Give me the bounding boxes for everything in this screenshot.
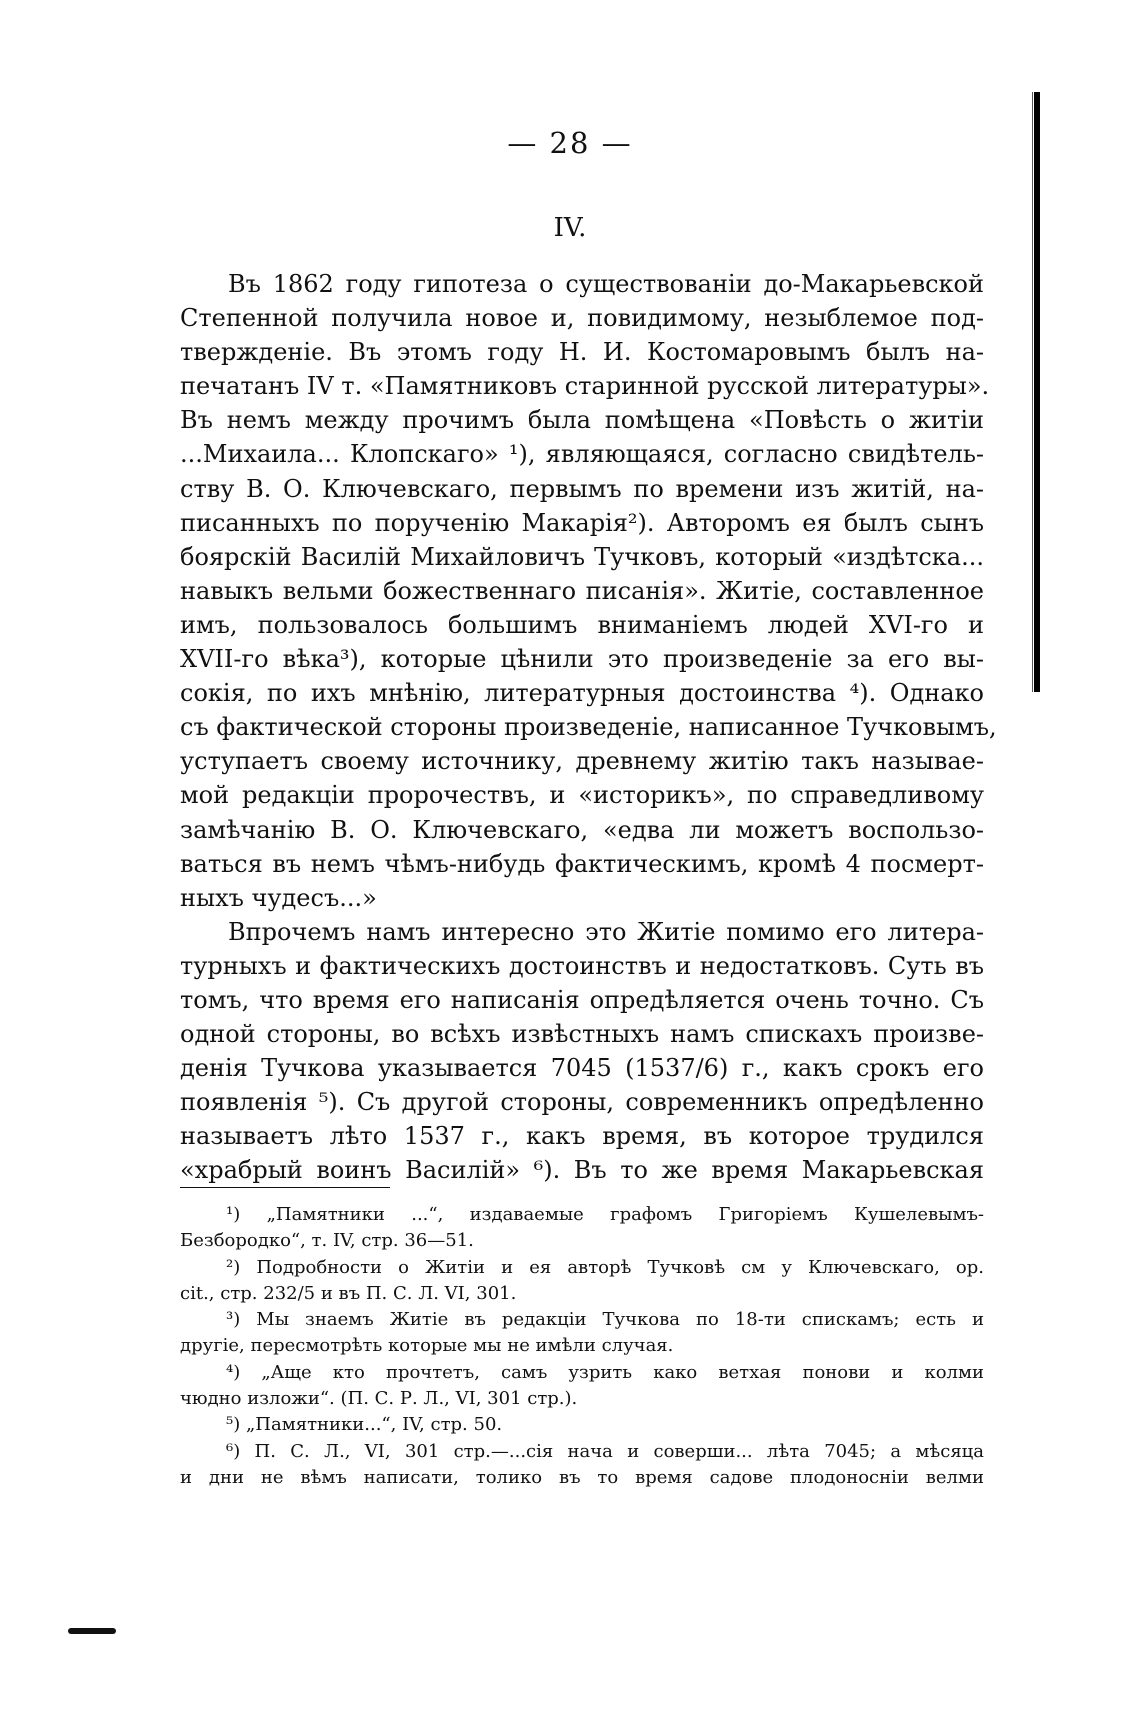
body-line: турныхъ и фактическихъ достоинствъ и недостатковъ. Суть въ xyxy=(180,951,984,980)
body-line: Впрочемъ намъ интересно это Житіе помимо его литера- xyxy=(228,917,984,946)
body-line: замѣчанію В. О. Ключевскаго, «едва ли можетъ воспользо- xyxy=(180,815,984,844)
body-line: Степенной получила новое и, повидимому, незыблемое под- xyxy=(180,304,984,333)
body-line: томъ, что время его написанія опредѣляется очень точно. Съ xyxy=(180,985,984,1014)
footnote-line: ³) Мы знаемъ Житіе въ редакціи Тучкова по 18-ти спискамъ; есть и xyxy=(226,1309,984,1331)
footnote-line: и дни не вѣмъ написати, толико въ то время садове плодоносніи велми xyxy=(180,1466,984,1488)
body-line: сокія, по ихъ мнѣнію, литературныя достоинства ⁴). Однако xyxy=(180,679,984,708)
page-number: — 28 — xyxy=(507,126,633,160)
footnote-line: другіе, пересмотрѣть которые мы не имѣли случая. xyxy=(180,1335,674,1357)
body-line: печатанъ IV т. «Памятниковъ старинной русской литературы». xyxy=(180,372,990,401)
footnote-line: Безбородко“, т. IV, стр. 36—51. xyxy=(180,1230,474,1252)
body-line: XVII-го вѣка³), которые цѣнили это произведеніе за его вы- xyxy=(180,645,984,674)
body-line: появленія ⁵). Съ другой стороны, современникъ опредѣленно xyxy=(180,1088,984,1117)
footnote-line: ¹) „Памятники ...“, издаваемые графомъ Григоріемъ Кушелевымъ- xyxy=(226,1204,984,1225)
body-line: Въ немъ между прочимъ была помѣщена «Повѣсть о житіи xyxy=(180,406,984,435)
chapter-heading: IV. xyxy=(553,213,587,243)
body-line: съ фактической стороны произведеніе, написанное Тучковымъ, xyxy=(180,713,997,742)
body-line: «храбрый воинъ Василій» ⁶). Въ то же время Макарьевская xyxy=(180,1156,984,1185)
body-line: ваться въ немъ чѣмъ-нибудь фактическимъ, кромѣ 4 посмерт- xyxy=(180,849,984,878)
footnote-line: ⁵) „Памятники...“, IV, стр. 50. xyxy=(226,1414,503,1436)
margin-mark xyxy=(68,1628,116,1634)
body-line: одной стороны, во всѣхъ извѣстныхъ намъ спискахъ произве- xyxy=(180,1020,984,1049)
body-line: ныхъ чудесъ...» xyxy=(180,883,377,912)
body-line: ству В. О. Ключевскаго, первымъ по времени изъ житій, на- xyxy=(180,474,984,503)
body-line: навыкъ вельми божественнаго писанія». Житіе, составленное xyxy=(180,576,984,605)
body-line: мой редакціи пророчествъ, и «историкъ», по справедливому xyxy=(180,781,984,810)
footnotes xyxy=(180,1202,984,1491)
body-line: Въ 1862 году гипотеза о существованіи до-Макарьевской xyxy=(228,270,984,298)
body-line: твержденіе. Въ этомъ году Н. И. Костомаровымъ былъ на- xyxy=(180,338,984,367)
body-text xyxy=(180,267,997,1188)
body-line: боярскій Василій Михайловичъ Тучковъ, который «издѣтска... xyxy=(180,542,984,571)
body-line: писанныхъ по порученію Макарія²). Авторомъ ея былъ сынъ xyxy=(180,508,984,537)
footnote-rule xyxy=(180,1187,390,1188)
footnote-line: чюдно изложи“. (П. С. Р. Л., VI, 301 стр.). xyxy=(180,1388,578,1410)
body-line: уступаетъ своему источнику, древнему житію такъ называе- xyxy=(180,747,984,776)
body-line: называетъ лѣто 1537 г., какъ время, въ которое трудился xyxy=(180,1122,984,1151)
scan-edge-bar xyxy=(1034,92,1040,692)
scan-edge-shadow xyxy=(1032,92,1033,692)
body-line: денія Тучкова указывается 7045 (1537/6) г., какъ срокъ его xyxy=(180,1054,984,1083)
footnote-line: ²) Подробности о Житіи и ея авторѣ Тучковѣ см у Ключевскаго, op. xyxy=(226,1256,984,1278)
footnote-line: cit., стр. 232/5 и въ П. С. Л. VI, 301. xyxy=(180,1282,517,1304)
body-line: ...Михаила... Клопскаго» ¹), являющаяся, согласно свидѣтель- xyxy=(180,440,984,469)
body-line: имъ, пользовалось большимъ вниманіемъ людей XVI-го и xyxy=(180,610,984,639)
footnote-line: ⁴) „Аще кто прочтетъ, самъ узрить како ветхая понови и колми xyxy=(226,1361,984,1383)
footnote-line: ⁶) П. С. Л., VI, 301 стр.—...сія нача и соверши... лѣта 7045; а мѣсяца xyxy=(226,1440,984,1462)
